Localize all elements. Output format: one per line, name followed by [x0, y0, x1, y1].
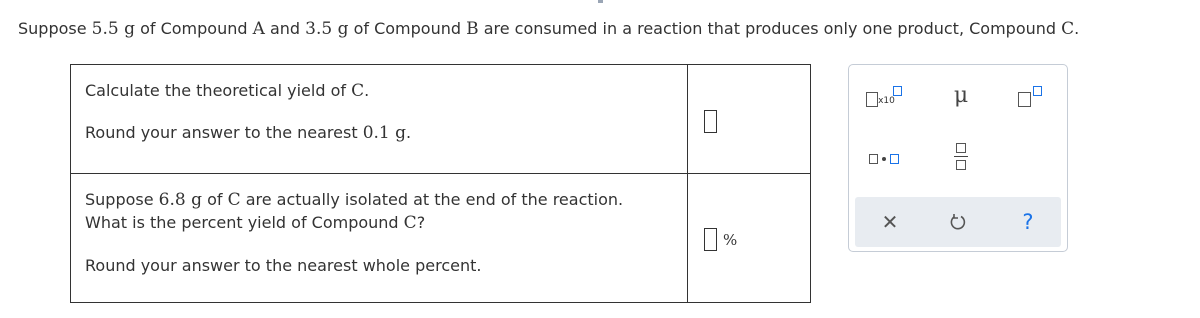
- problem-intro: [18, 19, 1079, 39]
- help-button[interactable]: [1013, 207, 1043, 237]
- question-text: ?: [416, 213, 426, 232]
- top-scroll-indicator: [598, 0, 603, 3]
- close-icon: ✕: [881, 210, 899, 234]
- question-row-percent-yield: [71, 174, 811, 303]
- left-box-icon: [869, 154, 878, 164]
- multiply-dot-button[interactable]: [861, 143, 907, 175]
- compound-c: C: [227, 190, 241, 210]
- right-box-icon: [890, 154, 899, 164]
- intro-text: are consumed in a reaction that produces only one product, Compound: [478, 19, 1062, 38]
- isolated-mass: 6.8 g: [158, 190, 202, 210]
- question-line: [85, 81, 369, 101]
- palette-action-bar: [855, 197, 1061, 247]
- question-table: [70, 64, 811, 303]
- fraction-button[interactable]: [941, 135, 981, 177]
- intro-text: and: [264, 19, 306, 38]
- superscript-box-icon: [1033, 86, 1042, 96]
- mass-a: 5.5 g: [91, 19, 135, 39]
- answer-cell: [688, 65, 811, 174]
- intro-text: Suppose: [18, 19, 92, 38]
- scientific-notation-button[interactable]: [861, 79, 907, 111]
- rounding-instruction: Round your answer to the nearest whole percent.: [85, 256, 482, 275]
- question-text: Calculate the theoretical yield of: [85, 81, 352, 100]
- mu-icon: μ: [953, 82, 969, 108]
- percent-unit: %: [723, 231, 738, 249]
- question-cell: [71, 65, 688, 174]
- intro-text: .: [1074, 19, 1080, 38]
- percent-yield-input[interactable]: [704, 228, 717, 251]
- compound-c: C: [351, 81, 365, 101]
- theoretical-yield-input[interactable]: [704, 110, 717, 133]
- dot-icon: [882, 157, 886, 161]
- superscript-button[interactable]: [1007, 79, 1053, 111]
- compound-a: A: [252, 19, 265, 39]
- undo-button[interactable]: [943, 207, 973, 237]
- micro-symbol-button[interactable]: [941, 79, 981, 111]
- help-icon: ?: [1022, 210, 1034, 234]
- question-text: .: [364, 81, 370, 100]
- denominator-box-icon: [956, 160, 966, 170]
- question-text: Suppose: [85, 190, 159, 209]
- compound-b: B: [466, 19, 479, 39]
- question-text: Round your answer to the nearest: [85, 123, 363, 142]
- question-line: [85, 190, 623, 210]
- question-text: .: [406, 123, 412, 142]
- x10-label: x10: [878, 96, 895, 106]
- placeholder-box-icon: [866, 92, 878, 107]
- exponent-box-icon: [893, 86, 902, 96]
- compound-c: C: [403, 213, 417, 233]
- base-box-icon: [1018, 92, 1031, 107]
- math-palette: [848, 64, 1068, 252]
- precision-value: 0.1 g: [362, 123, 407, 143]
- question-text: of: [202, 190, 228, 209]
- compound-c: C: [1061, 19, 1075, 39]
- numerator-box-icon: [956, 143, 966, 153]
- rounding-instruction: [85, 123, 411, 143]
- fraction-bar-icon: [954, 156, 968, 157]
- question-text: What is the percent yield of Compound: [85, 213, 404, 232]
- undo-icon: [949, 213, 967, 231]
- question-row-theoretical-yield: [71, 65, 811, 174]
- mass-b: 3.5 g: [305, 19, 349, 39]
- answer-cell: [688, 174, 811, 303]
- clear-button[interactable]: [875, 207, 905, 237]
- intro-text: of Compound: [135, 19, 253, 38]
- question-text: are actually isolated at the end of the reaction.: [240, 190, 624, 209]
- question-cell: [71, 174, 688, 303]
- intro-text: of Compound: [348, 19, 467, 38]
- question-line: [85, 213, 425, 233]
